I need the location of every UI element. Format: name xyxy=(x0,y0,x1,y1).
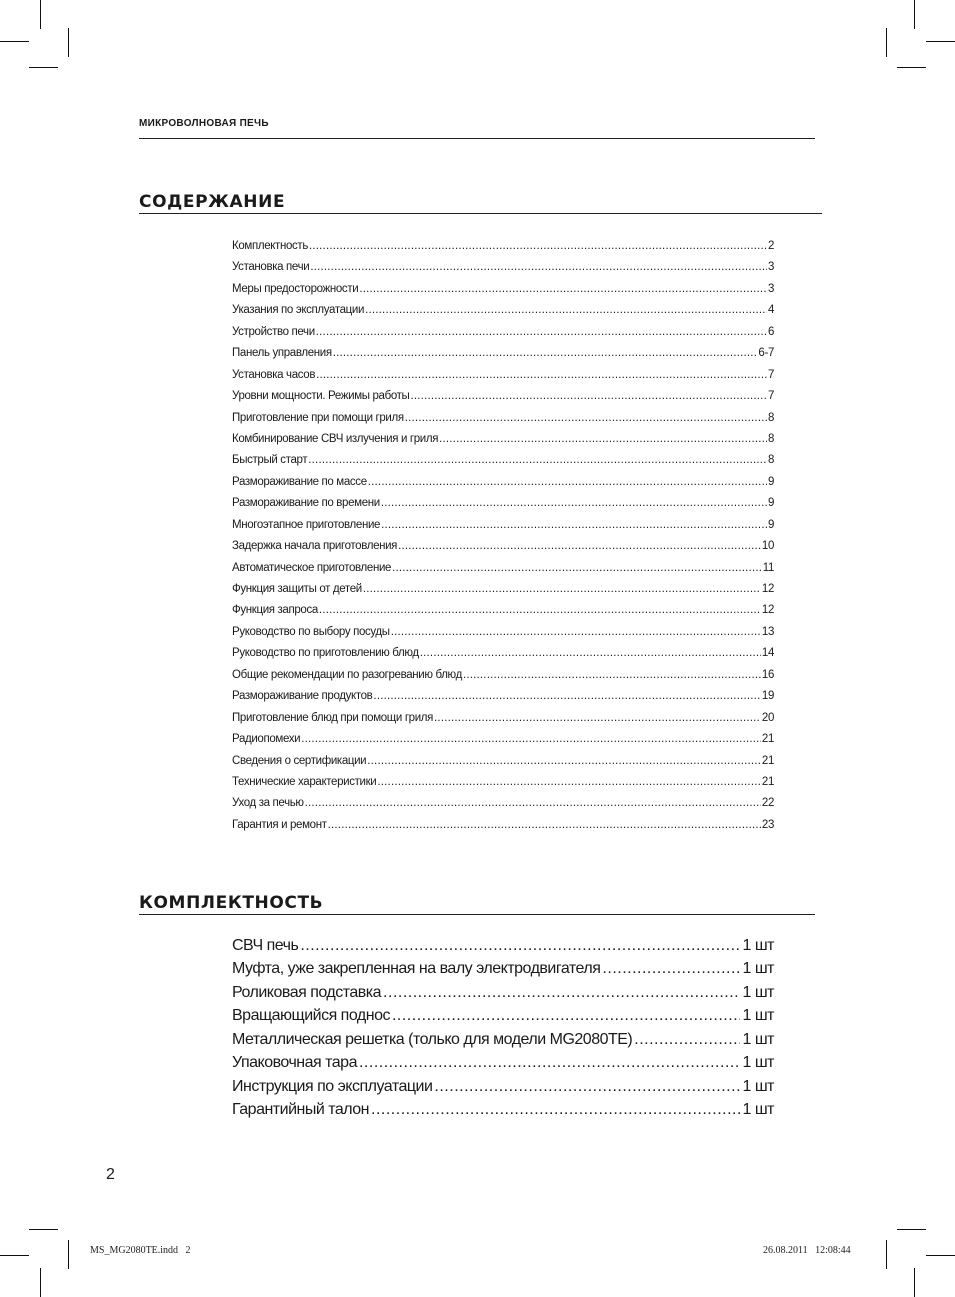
dot-leader xyxy=(398,540,761,552)
kit-item xyxy=(232,937,774,960)
toc-entry-title: Размораживание продуктов xyxy=(232,690,373,703)
toc-entry-value: 16 xyxy=(761,668,774,681)
toc-entry xyxy=(232,240,774,261)
crop-mark xyxy=(68,28,69,57)
kit-item xyxy=(232,984,774,1007)
toc-title: СОДЕРЖАНИЕ xyxy=(139,192,286,212)
toc-entry xyxy=(232,755,774,776)
dot-leader xyxy=(363,583,761,595)
dot-leader xyxy=(381,519,767,531)
toc-entry xyxy=(232,347,774,368)
dot-leader xyxy=(365,304,767,316)
toc-entry xyxy=(232,797,774,818)
dot-leader xyxy=(308,454,767,466)
crop-mark xyxy=(886,1240,887,1269)
dot-leader xyxy=(316,369,767,381)
toc-entry xyxy=(232,776,774,797)
toc-entry-title: Размораживание по времени xyxy=(232,497,380,510)
toc-entry xyxy=(232,604,774,625)
running-header: МИКРОВОЛНОВАЯ ПЕЧЬ xyxy=(139,118,269,129)
toc-entry xyxy=(232,733,774,754)
dot-leader xyxy=(310,261,767,273)
toc-entry-value: 20 xyxy=(761,711,774,724)
toc-entry xyxy=(232,369,774,390)
toc-entry xyxy=(232,819,774,840)
kit-item-value: 1 шт xyxy=(742,1077,774,1095)
toc-entry-value: 23 xyxy=(761,818,774,831)
kit-item xyxy=(232,1031,774,1054)
dot-leader xyxy=(439,433,767,445)
toc-entry-title: Автоматическое приготовление xyxy=(232,561,392,574)
toc-entry-title: Функция защиты от детей xyxy=(232,583,362,595)
dot-leader xyxy=(305,797,761,809)
toc-entry-value: 7 xyxy=(767,368,774,381)
dot-leader xyxy=(463,669,761,681)
page-number: 2 xyxy=(106,1166,115,1183)
crop-mark xyxy=(926,41,955,42)
dot-leader xyxy=(381,497,767,509)
toc-entry-value: 9 xyxy=(767,497,774,510)
kit-item-title: Роликовая подставка xyxy=(232,983,382,1001)
toc-entry xyxy=(232,626,774,647)
kit-item-title: Упаковочная тара xyxy=(232,1054,357,1072)
toc-entry-value: 12 xyxy=(761,604,774,617)
dot-leader xyxy=(368,476,767,488)
dot-leader xyxy=(434,1078,740,1096)
kit-title: КОМПЛЕКТНОСТЬ xyxy=(139,893,324,913)
kit-item-value: 1 шт xyxy=(742,960,774,978)
toc-entry-title: Уровни мощности. Режимы работы xyxy=(232,390,410,403)
dot-leader xyxy=(634,1031,740,1049)
dot-leader xyxy=(405,412,767,424)
header-rule xyxy=(139,138,815,139)
dot-leader xyxy=(333,347,758,359)
toc-entry-value: 3 xyxy=(767,261,774,274)
toc-entry-value: 8 xyxy=(767,454,774,467)
toc-entry-value: 6-7 xyxy=(758,347,774,360)
toc-entry xyxy=(232,390,774,411)
dot-leader xyxy=(301,733,761,745)
dot-leader xyxy=(602,960,740,978)
toc-entry-title: Установка часов xyxy=(232,368,316,381)
toc-entry xyxy=(232,476,774,497)
toc-entry-value: 21 xyxy=(761,733,774,746)
toc-entry-value: 7 xyxy=(767,390,774,403)
dot-leader xyxy=(300,937,740,955)
toc-entry xyxy=(232,304,774,325)
kit-item-value: 1 шт xyxy=(742,1007,774,1025)
slug-filename: MS_MG2080TE.indd 2 xyxy=(90,1245,191,1256)
toc-entry-value: 2 xyxy=(767,240,774,252)
toc-entry-value: 11 xyxy=(762,561,774,574)
kit-item-title: Муфта, уже закрепленная на валу электродвигателя xyxy=(232,960,601,978)
toc-entry-title: Быстрый старт xyxy=(232,454,308,467)
toc-entry-title: Функция запроса xyxy=(232,604,318,617)
crop-mark xyxy=(914,0,915,29)
toc-entry-title: Приготовление при помощи гриля xyxy=(232,411,404,424)
dot-leader xyxy=(359,283,767,295)
toc-entry xyxy=(232,583,774,604)
toc-entry xyxy=(232,497,774,518)
kit-item-title: СВЧ печь xyxy=(232,937,299,954)
dot-leader xyxy=(373,690,760,702)
dot-leader xyxy=(391,626,761,638)
dot-leader xyxy=(420,647,761,659)
kit-item xyxy=(232,1007,774,1030)
kit-item-value: 1 шт xyxy=(742,1054,774,1072)
toc-entry-value: 9 xyxy=(767,475,774,488)
toc-entry-title: Комплектность xyxy=(232,240,308,252)
toc-entry xyxy=(232,540,774,561)
toc-entry-title: Комбинирование СВЧ излучения и гриля xyxy=(232,432,439,445)
toc-entry xyxy=(232,433,774,454)
crop-mark xyxy=(40,1268,41,1297)
kit-item xyxy=(232,1054,774,1077)
kit-item-title: Металлическая решетка (только для модели MG2080TE) xyxy=(232,1030,633,1048)
toc-entry xyxy=(232,261,774,282)
crop-mark xyxy=(926,1255,955,1256)
slug-datetime: 26.08.2011 12:08:44 xyxy=(763,1245,851,1256)
toc-entry-value: 21 xyxy=(761,754,774,767)
toc-entry xyxy=(232,690,774,711)
crop-mark xyxy=(914,1268,915,1297)
crop-mark xyxy=(29,67,58,68)
toc-entry-value: 6 xyxy=(767,325,774,338)
toc-list xyxy=(232,240,774,840)
dot-leader xyxy=(392,1007,741,1025)
toc-entry-value: 10 xyxy=(761,540,774,553)
kit-item-value: 1 шт xyxy=(742,937,774,954)
toc-entry xyxy=(232,283,774,304)
dot-leader xyxy=(377,776,761,788)
toc-entry-title: Приготовление блюд при помощи гриля xyxy=(232,711,434,724)
dot-leader xyxy=(367,755,761,767)
crop-mark xyxy=(40,0,41,29)
toc-entry xyxy=(232,412,774,433)
toc-entry-title: Установка печи xyxy=(232,261,310,274)
toc-entry-title: Технические характеристики xyxy=(232,775,377,788)
dot-leader xyxy=(371,1101,740,1119)
toc-entry-title: Гарантия и ремонт xyxy=(232,818,327,831)
crop-mark xyxy=(0,41,29,42)
toc-entry-value: 14 xyxy=(761,647,774,660)
toc-entry-title: Размораживание по массе xyxy=(232,475,367,488)
kit-item xyxy=(232,1078,774,1101)
dot-leader xyxy=(309,240,767,252)
crop-mark xyxy=(29,1229,58,1230)
kit-item-title: Вращающийся поднос xyxy=(232,1007,390,1025)
kit-item-value: 1 шт xyxy=(742,1030,774,1048)
toc-entry xyxy=(232,647,774,668)
dot-leader xyxy=(359,1054,741,1072)
kit-list xyxy=(232,937,774,1125)
toc-entry-value: 21 xyxy=(761,775,774,788)
crop-mark xyxy=(68,1240,69,1269)
toc-entry-value: 22 xyxy=(761,797,774,810)
dot-leader xyxy=(328,819,761,831)
dot-leader xyxy=(316,326,767,338)
toc-entry-title: Руководство по приготовлению блюд xyxy=(232,647,419,660)
toc-entry-value: 4 xyxy=(767,304,774,317)
toc-entry-title: Панель управления xyxy=(232,347,332,360)
kit-item xyxy=(232,1101,774,1124)
crop-mark xyxy=(0,1255,29,1256)
toc-entry-title: Устройство печи xyxy=(232,325,315,338)
toc-entry-title: Общие рекомендации по разогреванию блюд xyxy=(232,668,462,681)
kit-item-value: 1 шт xyxy=(742,1101,774,1119)
kit-item-title: Инструкция по эксплуатации xyxy=(232,1077,433,1095)
crop-mark xyxy=(897,67,926,68)
toc-entry-title: Уход за печью xyxy=(232,797,304,810)
toc-entry-value: 8 xyxy=(767,411,774,424)
toc-entry xyxy=(232,519,774,540)
kit-item-title: Гарантийный талон xyxy=(232,1101,370,1119)
toc-entry xyxy=(232,454,774,475)
toc-entry-value: 13 xyxy=(761,625,774,638)
toc-entry xyxy=(232,669,774,690)
toc-entry xyxy=(232,712,774,733)
toc-entry-value: 3 xyxy=(767,282,774,295)
toc-entry xyxy=(232,562,774,583)
toc-entry-title: Радиопомехи xyxy=(232,733,301,746)
toc-entry-title: Сведения о сертификации xyxy=(232,754,367,767)
toc-entry-value: 8 xyxy=(767,432,774,445)
toc-entry-title: Руководство по выбору посуды xyxy=(232,625,390,638)
dot-leader xyxy=(319,604,761,616)
toc-entry-value: 19 xyxy=(761,690,774,703)
toc-entry-title: Задержка начала приготовления xyxy=(232,540,398,553)
kit-title-rule xyxy=(139,914,815,915)
dot-leader xyxy=(410,390,766,402)
crop-mark xyxy=(886,28,887,57)
dot-leader xyxy=(392,562,762,574)
kit-item-value: 1 шт xyxy=(742,983,774,1001)
kit-item xyxy=(232,960,774,983)
toc-entry-title: Многоэтапное приготовление xyxy=(232,518,381,531)
toc-title-rule xyxy=(139,213,822,214)
toc-entry-value: 9 xyxy=(767,518,774,531)
dot-leader xyxy=(383,984,740,1002)
toc-entry xyxy=(232,326,774,347)
toc-entry-title: Меры предосторожности xyxy=(232,282,359,295)
toc-entry-value: 12 xyxy=(761,583,774,595)
crop-mark xyxy=(897,1229,926,1230)
toc-entry-title: Указания по эксплуатации xyxy=(232,304,365,317)
dot-leader xyxy=(434,712,761,724)
